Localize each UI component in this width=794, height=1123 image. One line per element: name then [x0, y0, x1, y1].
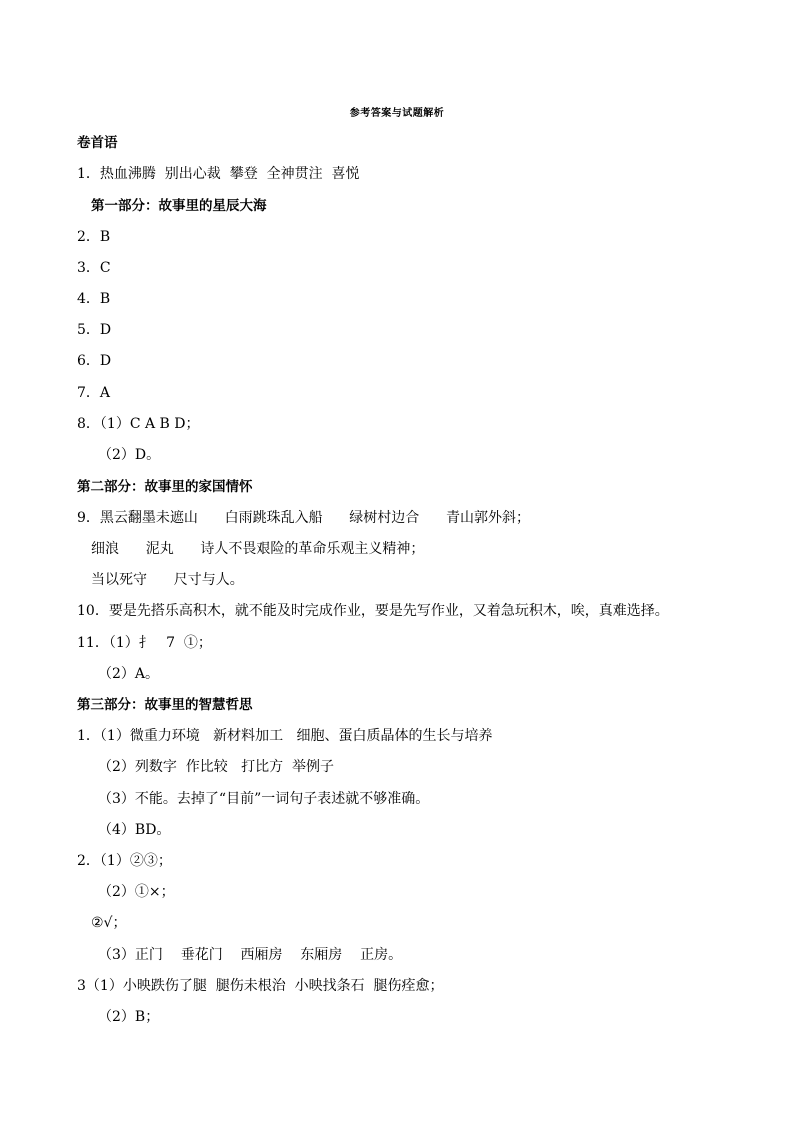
answer-line: （2）列数字 作比较 打比方 举例子 [98, 759, 335, 775]
section-heading-part1: 第一部分：故事里的星辰大海 [91, 198, 267, 214]
answer-line: 1．（1）微重力环境 新材料加工 细胞、蛋白质晶体的生长与培养 [77, 728, 493, 744]
answer-line: 3（1）小映跌伤了腿 腿伤未根治 小映找条石 腿伤痊愈； [77, 978, 444, 994]
answer-line: 8．（1）C A B D； [77, 416, 200, 432]
answer-line: 当以死守 尺寸与人。 [91, 572, 244, 588]
answer-line: 6．D [77, 353, 112, 369]
answer-line: （2）①×； [98, 884, 175, 900]
section-heading-part3: 第三部分：故事里的智慧哲思 [77, 697, 253, 713]
answer-line: （2）A。 [98, 666, 160, 682]
answer-line: 5．D [77, 322, 112, 338]
page-title: 参考答案与试题解析 [349, 108, 445, 119]
answer-line: 11．（1）扌 7 ①； [77, 635, 212, 651]
answer-line: （2）D。 [98, 447, 161, 463]
section-heading-part2: 第二部分：故事里的家国情怀 [77, 479, 253, 495]
answer-line: 9．黑云翻墨未遮山 白雨跳珠乱入船 绿树村边合 青山郭外斜； [77, 510, 531, 526]
answer-line: （2）B； [98, 1009, 160, 1025]
answer-line: （3）不能。去掉了“目前”一词句子表述就不够准确。 [98, 791, 430, 807]
answer-line: 2．B [77, 229, 111, 245]
answer-line: 细浪 泥丸 诗人不畏艰险的革命乐观主义精神； [91, 541, 425, 557]
section-heading-preface: 卷首语 [77, 135, 118, 151]
answer-line: ②√； [91, 915, 127, 931]
answer-line: （4）BD。 [98, 822, 171, 838]
answer-line: 10．要是先搭乐高积木，就不能及时完成作业，要是先写作业，又着急玩积木，唉，真难选择。 [77, 603, 669, 619]
answer-line: 1．热血沸腾 别出心裁 攀登 全神贯注 喜悦 [77, 166, 360, 182]
answer-line: 2．（1）②③； [77, 853, 172, 869]
answer-line: 7．A [77, 385, 111, 401]
answer-line: 4．B [77, 291, 111, 307]
answer-line: 3．C [77, 260, 111, 276]
answer-line: （3）正门 垂花门 西厢房 东厢房 正房。 [98, 947, 403, 963]
